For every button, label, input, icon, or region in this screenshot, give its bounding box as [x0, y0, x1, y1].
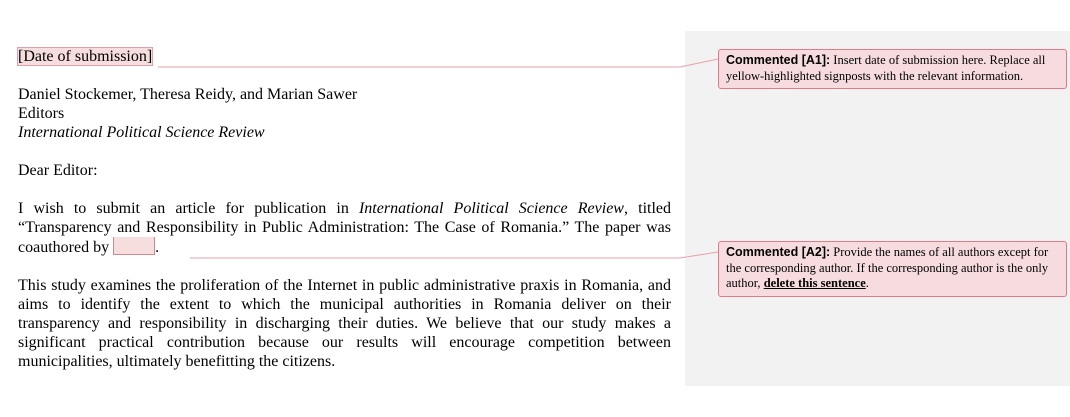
journal-name: International Political Science Review — [18, 124, 265, 141]
paragraph-1 — [18, 199, 671, 257]
comment-a1-text: Insert date of submission here. Replace all yellow-highlighted signposts with the relevant information. — [726, 53, 1046, 83]
para1-text-middle: , titled “Transparency and Responsibility in Public Administration: The Case of Romania.” The paper was coauthored by — [18, 200, 672, 256]
paragraph-2: This study examines the proliferation of the Internet in public administrative praxis in Romania, and aims to identify the extent to which the municipal authorities in Romania deliver on their transparency and responsibility in discharging their duties. We believe that our study makes a significant practical contribution because our results will encourage competition between municipalities, ultimately benefitting the citizens. — [18, 277, 671, 370]
comment-a2-text: Provide the names of all authors except for the corresponding author. If the corresponding author is the only author, — [726, 245, 1049, 290]
para1-text-start: I wish to submit an article for publication in — [18, 200, 359, 217]
para1-journal-italic: International Political Science Review — [358, 200, 624, 217]
delete-sentence-link[interactable]: delete this sentence — [763, 276, 866, 290]
letter-body — [18, 47, 671, 371]
comment-a2-text-end: . — [865, 276, 869, 290]
editors-names: Daniel Stockemer, Theresa Reidy, and Marian Sawer — [18, 86, 358, 103]
comment-a2[interactable] — [718, 241, 1067, 297]
editors-label: Editors — [18, 105, 65, 122]
comment-a2-label: Commented [A2]: — [726, 245, 831, 259]
comment-a1[interactable] — [718, 49, 1067, 89]
salutation: Dear Editor: — [18, 162, 98, 179]
date-placeholder[interactable]: [Date of submission] — [18, 48, 153, 65]
coauthor-blank-placeholder[interactable] — [113, 237, 155, 255]
para1-text-end: . — [155, 239, 160, 256]
comment-a1-label: Commented [A1]: — [726, 53, 831, 67]
